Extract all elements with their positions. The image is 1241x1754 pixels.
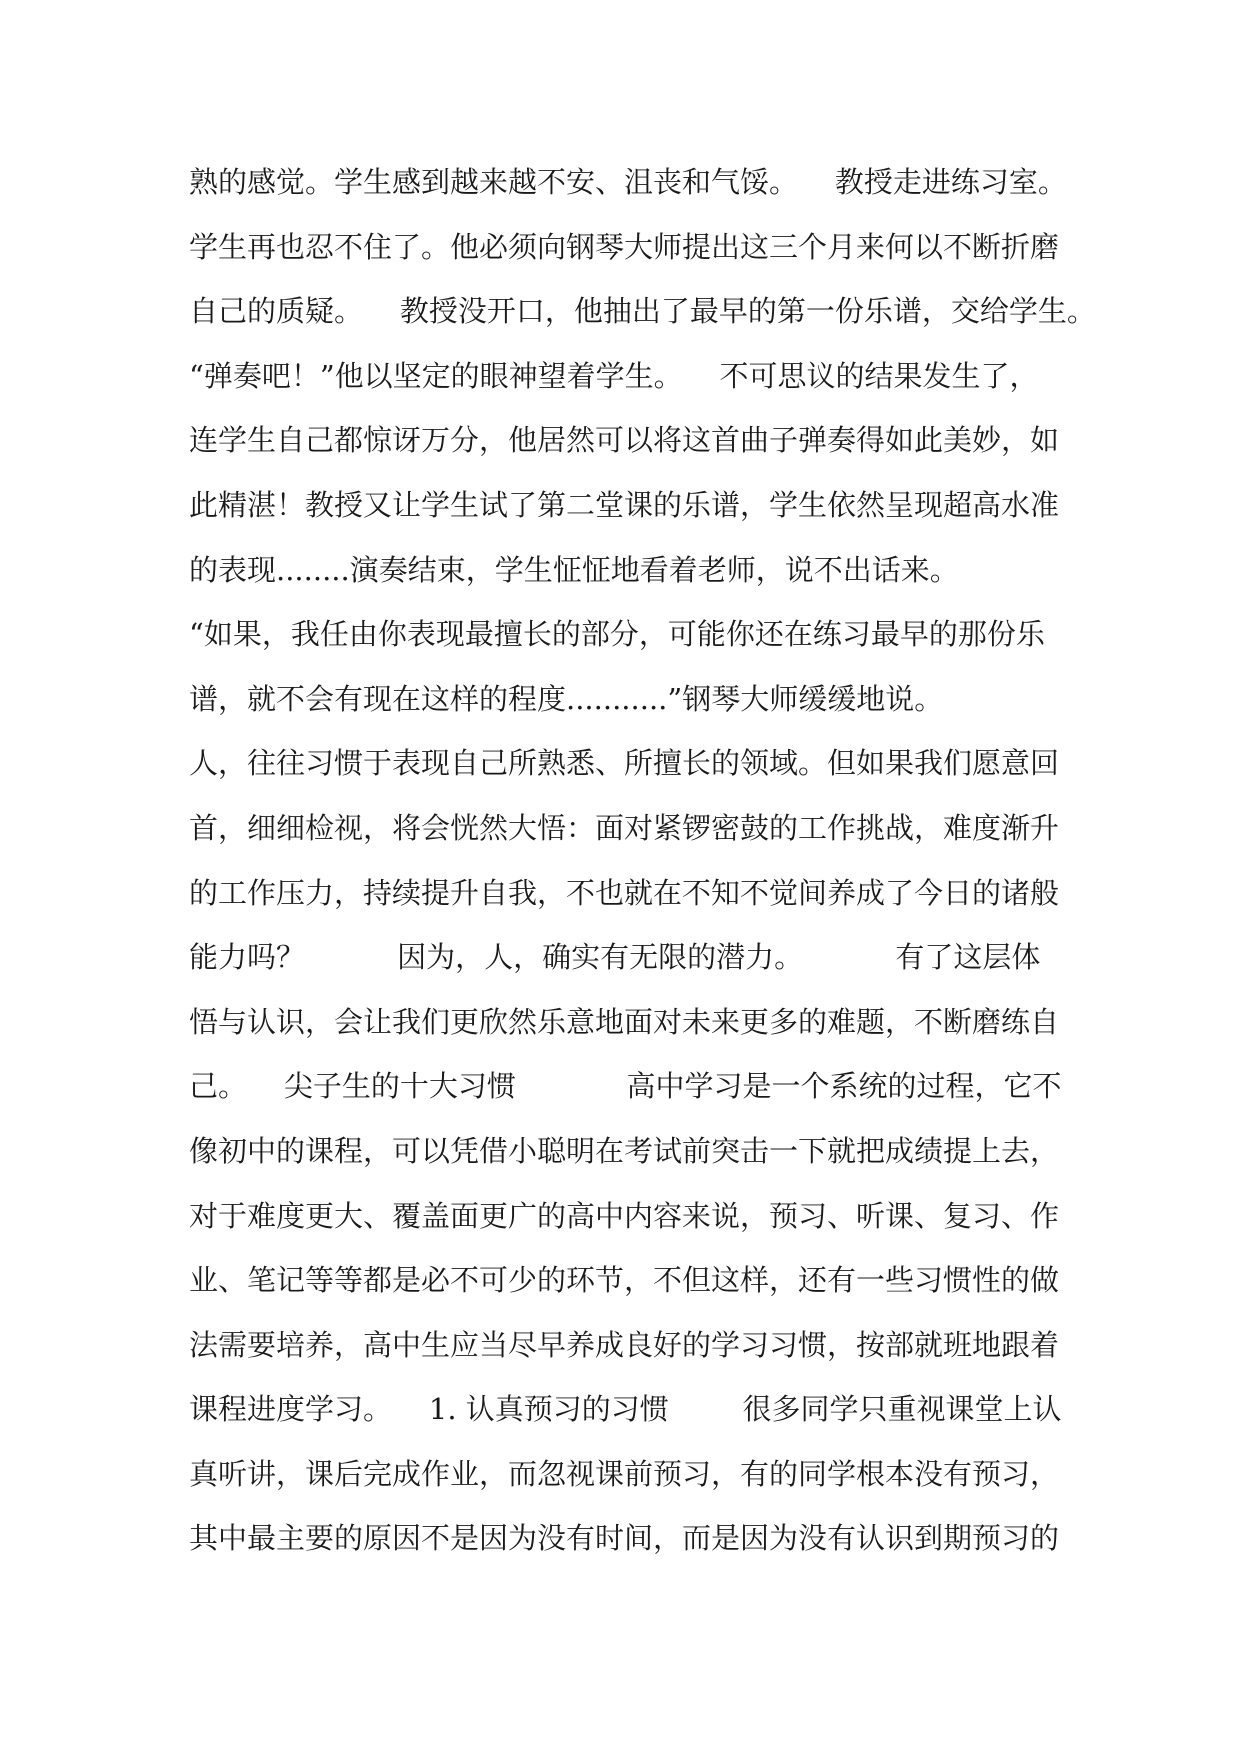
text-line: 的工作压力，持续提升自我，不也就在不知不觉间养成了今日的诸般 <box>189 875 1060 910</box>
body-text <box>189 162 1096 1583</box>
text-line: “如果，我任由你表现最擅长的部分，可能你还在练习最早的那份乐 <box>189 617 1045 652</box>
text-line: 像初中的课程，可以凭借小聪明在考试前突击一下就把成绩提上去， <box>189 1133 1060 1168</box>
text-line: 能力吗？ 因为，人，确实有无限的潜力。 有了这层体 <box>189 940 1041 975</box>
text-line: 谱，就不会有现在这样的程度...........”钢琴大师缓缓地说。 <box>189 681 944 716</box>
text-line: 学生再也忍不住了。他必须向钢琴大师提出这三个月来何以不断折磨 <box>189 229 1060 264</box>
text-line: 悟与认识，会让我们更欣然乐意地面对未来更多的难题，不断磨练自 <box>189 1004 1060 1039</box>
text-line: 己。 尖子生的十大习惯 高中学习是一个系统的过程，它不 <box>189 1069 1062 1104</box>
text-line: 此精湛！教授又让学生试了第二堂课的乐谱，学生依然呈现超高水准 <box>189 487 1060 522</box>
text-line: 业、笔记等等都是必不可少的环节，不但这样，还有一些习惯性的做 <box>189 1263 1060 1298</box>
text-line: 的表现........演奏结束，学生怔怔地看着老师，说不出话来。 <box>189 552 959 587</box>
text-line: 连学生自己都惊讶万分，他居然可以将这首曲子弹奏得如此美妙，如 <box>189 423 1060 458</box>
text-line: 自己的质疑。 教授没开口，他抽出了最早的第一份乐谱，交给学生。 <box>189 294 1096 329</box>
text-line: “弹奏吧！”他以坚定的眼神望着学生。 不可思议的结果发生了， <box>189 358 1039 393</box>
text-line: 首，细细检视，将会恍然大悟：面对紧锣密鼓的工作挑战，难度渐升 <box>189 810 1060 845</box>
text-line: 人，往往习惯于表现自己所熟悉、所擅长的领域。但如果我们愿意回 <box>189 746 1060 781</box>
text-line: 法需要培养，高中生应当尽早养成良好的学习习惯，按部就班地跟着 <box>189 1327 1060 1362</box>
text-line: 其中最主要的原因不是因为没有时间，而是因为没有认识到期预习的 <box>189 1521 1060 1556</box>
text-line: 对于难度更大、覆盖面更广的高中内容来说，预习、听课、复习、作 <box>189 1198 1060 1233</box>
text-line: 真听讲，课后完成作业，而忽视课前预习，有的同学根本没有预习， <box>189 1456 1060 1491</box>
text-line: 熟的感觉。学生感到越来越不安、沮丧和气馁。 教授走进练习室。 <box>189 165 1067 199</box>
text-line: 课程进度学习。 1. 认真预习的习惯 很多同学只重视课堂上认 <box>189 1392 1062 1427</box>
